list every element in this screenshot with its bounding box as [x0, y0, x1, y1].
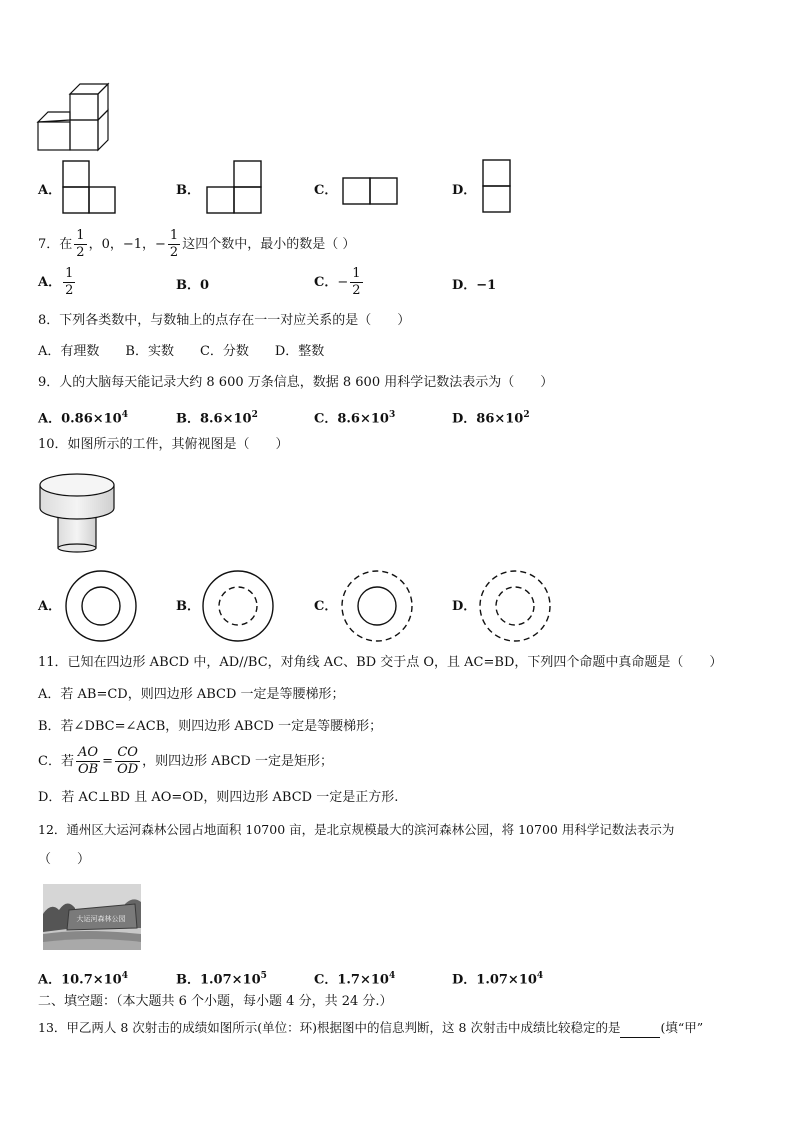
q6-option-d-view — [481, 159, 513, 215]
q7-option-b[interactable]: B．0 — [176, 278, 210, 293]
q9-option-b[interactable]: B．$8.6\times 10^2$ — [176, 410, 258, 427]
q6-option-c-label[interactable]: C． — [314, 183, 338, 198]
q11-option-c[interactable]: C．若 $\frac{AO}{OB}$ = $\frac{CO}{OD}$ ，则四边形 ABCD 一定是矩形； — [38, 745, 333, 777]
q7-option-a[interactable]: A． $\frac{1}{2}$ — [38, 266, 74, 298]
q11-option-b[interactable]: B．若∠DBC=∠ACB，则四边形 ABCD 一定是等腰梯形； — [38, 719, 383, 734]
q6-option-c-view — [341, 177, 399, 207]
fraction-half: $\frac{1}{2}$ — [169, 228, 179, 260]
q8-options[interactable]: A．有理数 B．实数 C．分数 D．整数 — [38, 344, 325, 359]
q7-stem: 7．在 $\frac{1}{2}$ ，0，−1，− $\frac{1}{2}$ 这四个数中，最小的数是（ ） — [38, 228, 356, 260]
q6-solid-figure — [36, 82, 114, 154]
q12-option-b[interactable]: B．$1.07\times 10^5$ — [176, 971, 267, 988]
q9-option-d[interactable]: D．$86\times 10^2$ — [452, 410, 530, 427]
fraction-half: $\frac{1}{2}$ — [76, 228, 85, 260]
q6-option-a-view — [62, 160, 118, 216]
section-fill-in-heading: 二、填空题：（本大题共 6 个小题，每小题 4 分，共 24 分.） — [38, 994, 393, 1009]
q10-option-a-view — [62, 566, 140, 646]
q7-option-c[interactable]: C．− $\frac{1}{2}$ — [314, 266, 361, 298]
q11-option-d[interactable]: D．若 AC⊥BD 且 AO=OD，则四边形 ABCD 一定是正方形. — [38, 790, 399, 805]
q10-option-b-label[interactable]: B． — [176, 599, 200, 614]
q12-option-a[interactable]: A．$10.7\times 10^4$ — [38, 971, 128, 988]
q13-answer-blank[interactable] — [620, 1023, 660, 1038]
q6-option-b-view — [205, 160, 263, 216]
q9-stem: 9．人的大脑每天能记录大约 8 600 万条信息，数据 8 600 用科学记数法表示为（ ） — [38, 375, 554, 390]
q10-stem: 10．如图所示的工件，其俯视图是（ ） — [38, 437, 289, 452]
q12-option-d[interactable]: D．$1.07\times 10^4$ — [452, 971, 544, 988]
fraction-co-od: $\frac{CO}{OD}$ — [117, 745, 139, 777]
q10-option-c-view — [338, 566, 416, 646]
q8-stem: 8．下列各类数中，与数轴上的点存在一一对应关系的是（ ） — [38, 313, 411, 328]
q10-option-b-view — [199, 566, 277, 646]
q12-stem-paren: （ ） — [38, 852, 91, 867]
park-sign-text: 大运河森林公园 — [76, 915, 126, 923]
q9-option-a[interactable]: A．$0.86\times 10^4$ — [38, 410, 128, 427]
q11-option-a[interactable]: A．若 AB=CD，则四边形 ABCD 一定是等腰梯形； — [38, 687, 345, 702]
q11-stem: 11．已知在四边形 ABCD 中，AD//BC，对角线 AC、BD 交于点 O，且 AC=BD，下列四个命题中真命题是（ ） — [38, 655, 723, 670]
q6-option-a-label[interactable]: A． — [38, 183, 62, 198]
q6-option-b-label[interactable]: B． — [176, 183, 200, 198]
q12-park-photo — [43, 884, 141, 950]
q12-stem: 12．通州区大运河森林公园占地面积 10700 亩，是北京规模最大的滨河森林公园，将 10700 用科学记数法表示为 — [38, 822, 675, 837]
q9-option-c[interactable]: C．$8.6\times 10^3$ — [314, 410, 396, 427]
q10-option-a-label[interactable]: A． — [38, 599, 62, 614]
q10-workpiece-figure — [37, 468, 117, 556]
q12-option-c[interactable]: C．$1.7\times 10^4$ — [314, 971, 396, 988]
q7-option-d[interactable]: D．−1 — [452, 278, 497, 293]
fraction-ao-ob: $\frac{AO}{OB}$ — [77, 745, 99, 777]
q10-option-d-view — [476, 566, 554, 646]
q10-option-d-label[interactable]: D． — [452, 599, 477, 614]
q10-option-c-label[interactable]: C． — [314, 599, 338, 614]
q13-stem: 13．甲乙两人 8 次射击的成绩如图所示(单位：环)根据图中的信息判断，这 8 次射击中成绩比较稳定的是 (填“甲” — [38, 1018, 703, 1038]
q6-option-d-label[interactable]: D． — [452, 183, 477, 198]
